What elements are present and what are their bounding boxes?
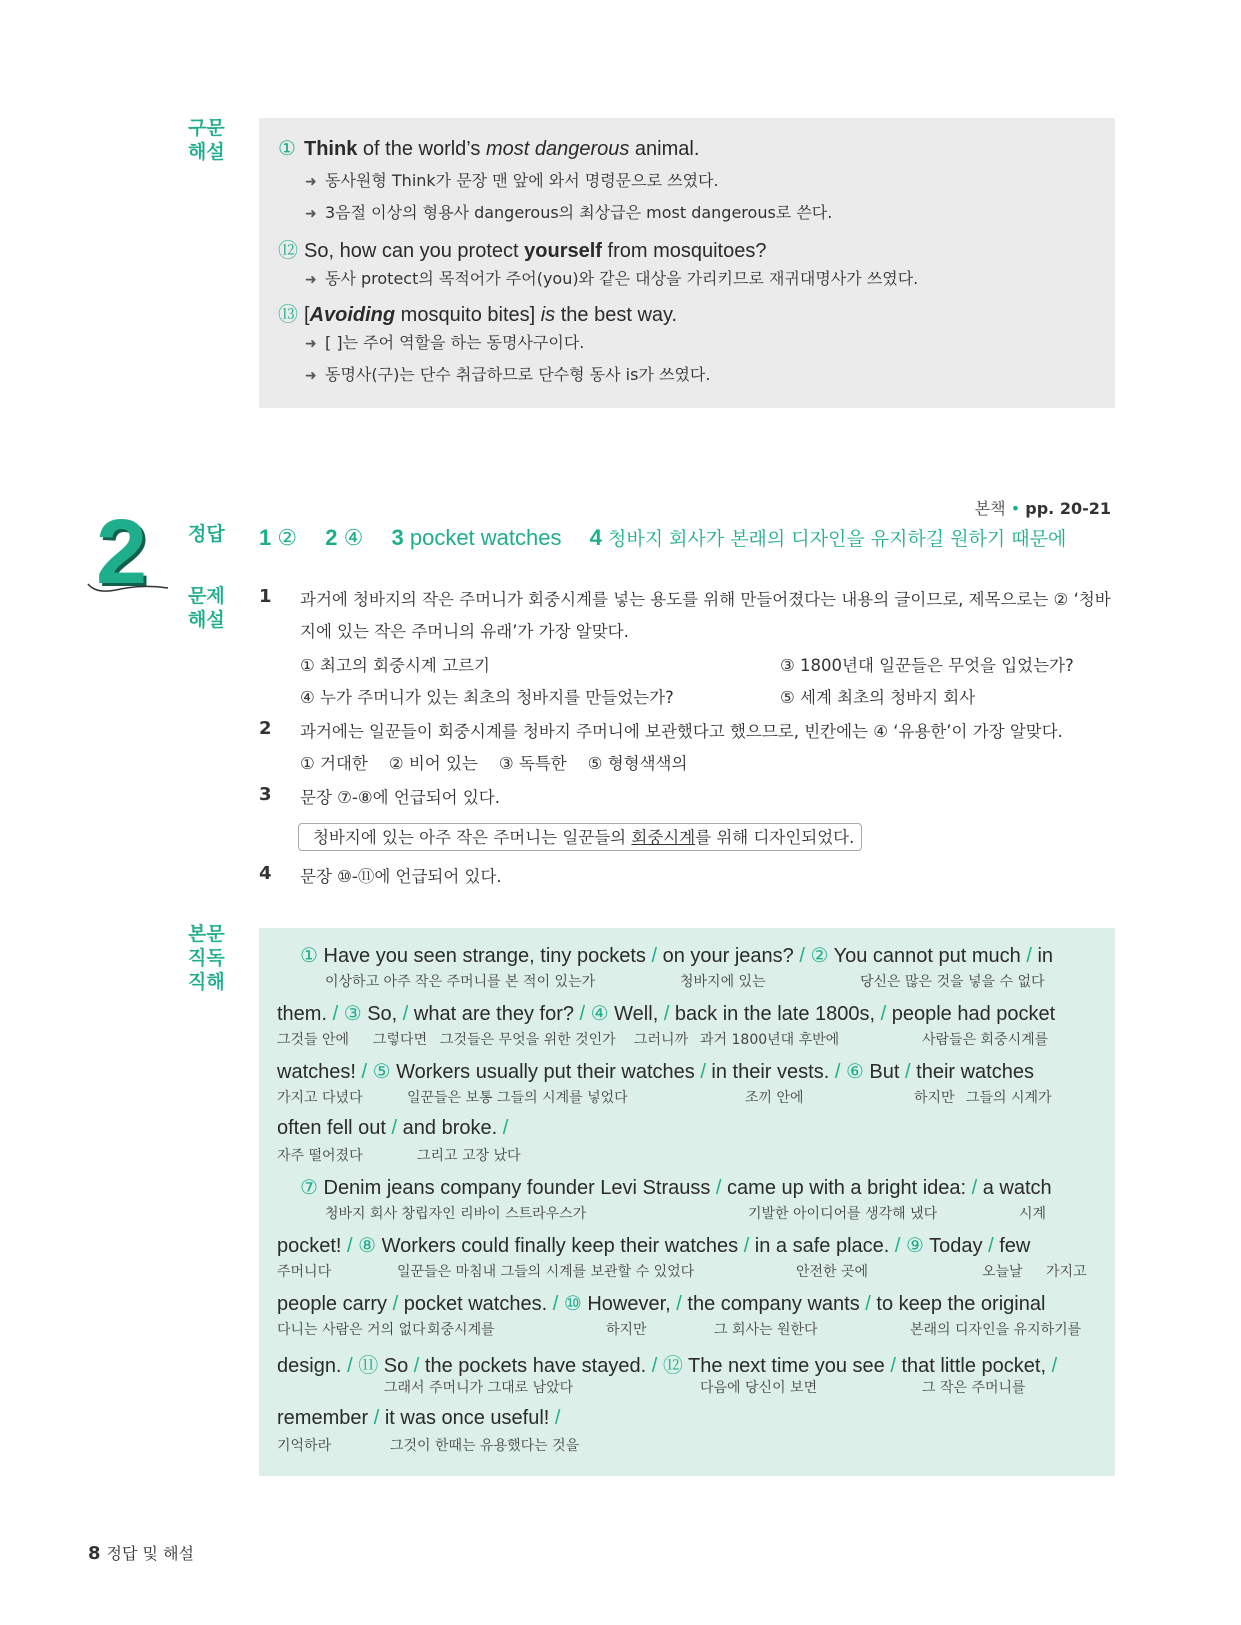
answer-2: 2 ④ [325, 525, 364, 550]
reading-line-ko: 일꾼들은 마침내 그들의 시계를 보관할 수 있었다 [397, 1264, 695, 1280]
reading-line-ko: 사람들은 회중시계를 [922, 1032, 1049, 1048]
reading-line-ko: 주머니다 [277, 1264, 332, 1280]
reading-line-ko: 다니는 사람은 거의 없다 [277, 1322, 426, 1338]
reading-line-ko: 청바지에 있는 [680, 974, 766, 990]
reading-line-ko: 자주 떨어졌다 [277, 1148, 363, 1164]
q3-number: 3 [259, 784, 272, 805]
q3-line1: 문장 ⑦-⑧에 언급되어 있다. [300, 788, 500, 807]
reading-line-en: often fell out / and broke. / [277, 1117, 509, 1139]
section-number: 2 [96, 501, 148, 603]
reading-line-ko: 가지고 다녔다 [277, 1090, 363, 1106]
reading-line-ko: 안전한 곳에 [796, 1264, 869, 1280]
reading-line-ko: 시계 [1019, 1206, 1047, 1222]
q1-option-1: ① 최고의 회중시계 고르기 [300, 656, 490, 675]
q3-answer-box: 청바지에 있는 아주 작은 주머니는 일꾼들의 회중시계를 위해 디자인되었다. [298, 823, 862, 851]
reading-line-ko: 회중시계를 [427, 1322, 495, 1338]
reading-line-en: people carry / pocket watches. / ⑩ However, / the company wants / to keep the original [277, 1293, 1046, 1315]
reading-line-ko: 그것들은 무엇을 위한 것인가 [440, 1032, 616, 1048]
q2-line1: 과거에는 일꾼들이 회중시계를 청바지 주머니에 보관했다고 했으므로, 빈칸에는 ④ ‘유용한’이 가장 알맞다. [300, 722, 1063, 741]
section-number-swoosh [86, 580, 170, 596]
syntax-label: 구문 해설 [188, 117, 225, 163]
syntax-note: ➜ 동사 protect의 목적어가 주어(you)와 같은 대상을 가리키므로 재귀대명사가 쓰였다. [305, 269, 919, 288]
q1-line2: 지에 있는 작은 주머니의 유래’가 가장 알맞다. [300, 622, 629, 641]
reading-line-ko: 오늘날 [982, 1264, 1023, 1280]
arrow-right-icon: ➜ [305, 272, 317, 288]
reading-line-en: ⑦ Denim jeans company founder Levi Strauss / came up with a bright idea: / a watch [300, 1177, 1052, 1199]
reading-line-ko: 본래의 디자인을 유지하기를 [910, 1322, 1082, 1338]
arrow-right-icon: ➜ [305, 368, 317, 384]
syntax-note: ➜ 동명사(구)는 단수 취급하므로 단수형 동사 is가 쓰였다. [305, 365, 711, 384]
reading-line-ko: 그것이 한때는 유용했다는 것을 [390, 1438, 580, 1454]
page-reference: 본책 • pp. 20-21 [974, 499, 1111, 518]
q1-number: 1 [259, 586, 272, 607]
reading-line-ko: 이상하고 아주 작은 주머니를 본 적이 있는가 [325, 974, 596, 990]
syntax-item-2: ⑫ So, how can you protect yourself from mosquitoes? [278, 240, 767, 262]
q1-option-4: ④ 누가 주머니가 있는 최초의 청바지를 만들었는가? [300, 688, 674, 707]
q1-option-3: ③ 1800년대 일꾼들은 무엇을 입었는가? [780, 656, 1074, 675]
reading-line-ko: 조끼 안에 [745, 1090, 804, 1106]
reading-line-ko: 기발한 아이디어를 생각해 냈다 [748, 1206, 938, 1222]
reading-line-ko: 그들의 시계가 [966, 1090, 1052, 1106]
reading-line-ko: 다음에 당신이 보면 [700, 1380, 818, 1396]
reading-line-ko: 그렇다면 [373, 1032, 428, 1048]
reading-line-en: pocket! / ⑧ Workers could finally keep their watches / in a safe place. / ⑨ Today / few [277, 1235, 1031, 1257]
answer-1: 1 ② [259, 525, 298, 550]
reading-line-ko: 그러니까 [634, 1032, 689, 1048]
syntax-note: ➜ [ ]는 주어 역할을 하는 동명사구이다. [305, 333, 585, 352]
syntax-item-3: ⑬ [Avoiding mosquito bites] is the best way. [278, 304, 678, 326]
reading-line-ko: 가지고 [1046, 1264, 1087, 1280]
reading-line-en: ① Have you seen strange, tiny pockets / on your jeans? / ② You cannot put much / in [300, 945, 1054, 967]
reading-line-ko: 청바지 회사 창립자인 리바이 스트라우스가 [325, 1206, 587, 1222]
reading-line-en: them. / ③ So, / what are they for? / ④ Well, / back in the late 1800s, / people had pocket [277, 1003, 1056, 1025]
reading-line-ko: 기억하라 [277, 1438, 332, 1454]
reading-line-ko: 하지만 [914, 1090, 955, 1106]
q2-number: 2 [259, 718, 272, 739]
reading-line-ko: 그 작은 주머니를 [922, 1380, 1026, 1396]
answer-label: 정답 [188, 523, 225, 545]
arrow-right-icon: ➜ [305, 206, 317, 222]
explain-label: 문제 해설 [188, 585, 225, 631]
reading-line-ko: 그것들 안에 [277, 1032, 350, 1048]
arrow-right-icon: ➜ [305, 336, 317, 352]
answer-list [259, 524, 1088, 551]
answer-4: 4 청바지 회사가 본래의 디자인을 유지하길 원하기 때문에 [589, 525, 1067, 550]
syntax-note: ➜ 동사원형 Think가 문장 맨 앞에 와서 명령문으로 쓰였다. [305, 171, 719, 190]
reading-line-ko: 그래서 주머니가 그대로 남았다 [384, 1380, 574, 1396]
q4-number: 4 [259, 863, 272, 884]
q2-options: ① 거대한 ② 비어 있는 ③ 독특한 ⑤ 형형색색의 [300, 754, 688, 773]
footer-text: 정답 및 해설 [106, 1544, 194, 1563]
reading-line-ko: 그리고 고장 났다 [417, 1148, 521, 1164]
page-footer [88, 1541, 194, 1564]
syntax-note: ➜ 3음절 이상의 형용사 dangerous의 최상급은 most dangerous로 쓴다. [305, 203, 833, 222]
reading-line-en: watches! / ⑤ Workers usually put their watches / in their vests. / ⑥ But / their watches [277, 1061, 1034, 1083]
reading-line-en: design. / ⑪ So / the pockets have stayed. / ⑫ The next time you see / that little pocket, / [277, 1355, 1058, 1377]
q4-line1: 문장 ⑩-⑪에 언급되어 있다. [300, 867, 502, 886]
reading-line-ko: 그 회사는 원한다 [714, 1322, 818, 1338]
q1-option-5: ⑤ 세계 최초의 청바지 회사 [780, 688, 976, 707]
arrow-right-icon: ➜ [305, 174, 317, 190]
answer-3: 3 pocket watches [391, 525, 562, 550]
reading-line-ko: 당신은 많은 것을 넣을 수 없다 [860, 974, 1045, 990]
reading-line-en: remember / it was once useful! / [277, 1407, 561, 1429]
reading-line-ko: 일꾼들은 보통 그들의 시계를 넣었다 [407, 1090, 628, 1106]
reading-label: 본문 직독 직해 [188, 923, 225, 993]
reading-line-ko: 과거 1800년대 후반에 [700, 1032, 840, 1048]
q1-line1: 과거에 청바지의 작은 주머니가 회중시계를 넣는 용도를 위해 만들어졌다는 내용의 글이므로, 제목으로는 ② ‘청바 [300, 590, 1111, 609]
syntax-item-1: ① Think of the world’s most dangerous animal. [278, 138, 700, 160]
page-number: 8 [88, 1543, 101, 1564]
reading-line-ko: 하지만 [606, 1322, 647, 1338]
